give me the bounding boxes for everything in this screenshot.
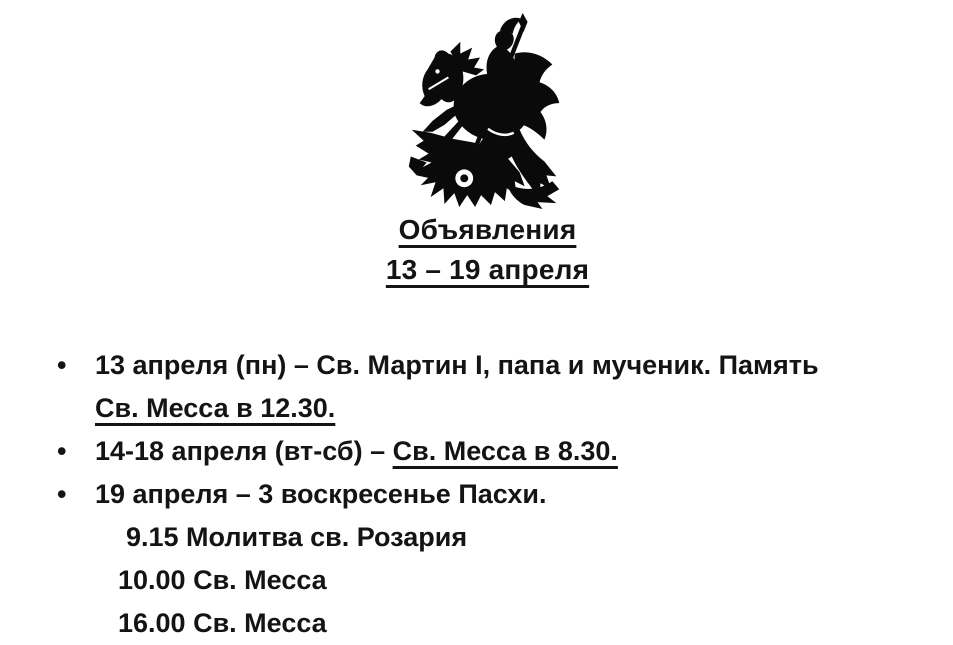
item-content (95, 430, 618, 473)
st-george-dragon-icon (11, 12, 953, 210)
item-line-prefix: 14-18 апреля (вт-сб) – (95, 436, 386, 466)
page-title (11, 210, 953, 250)
schedule-line: 10.00 Св. Месса (118, 565, 327, 595)
announcement-list (0, 344, 953, 645)
mass-time-text: Св. Месса в 12.30. (95, 393, 336, 423)
bullet-icon: • (57, 479, 67, 509)
mass-time-text: Св. Месса в 8.30. (392, 436, 618, 466)
item-line-underlined (95, 387, 819, 430)
announcement-header (11, 0, 953, 290)
schedule-line: 9.15 Молитва св. Розария (126, 522, 468, 552)
page-subtitle (11, 250, 953, 290)
page-subtitle-text: 13 – 19 апреля (385, 254, 590, 285)
list-item (57, 473, 953, 645)
bullet-icon: • (57, 436, 67, 466)
item-line (95, 430, 618, 473)
list-item (57, 430, 953, 473)
bullet-icon: • (57, 350, 67, 380)
item-content (95, 473, 547, 645)
list-item (57, 344, 953, 430)
item-line: 19 апреля – 3 воскресенье Пасхи. (95, 479, 547, 509)
schedule-line: 16.00 Св. Месса (118, 608, 327, 638)
item-content (95, 344, 819, 430)
item-line: 13 апреля (пн) – Св. Мартин I, папа и мученик. Память (95, 350, 819, 380)
page-title-text: Объявления (398, 214, 577, 245)
